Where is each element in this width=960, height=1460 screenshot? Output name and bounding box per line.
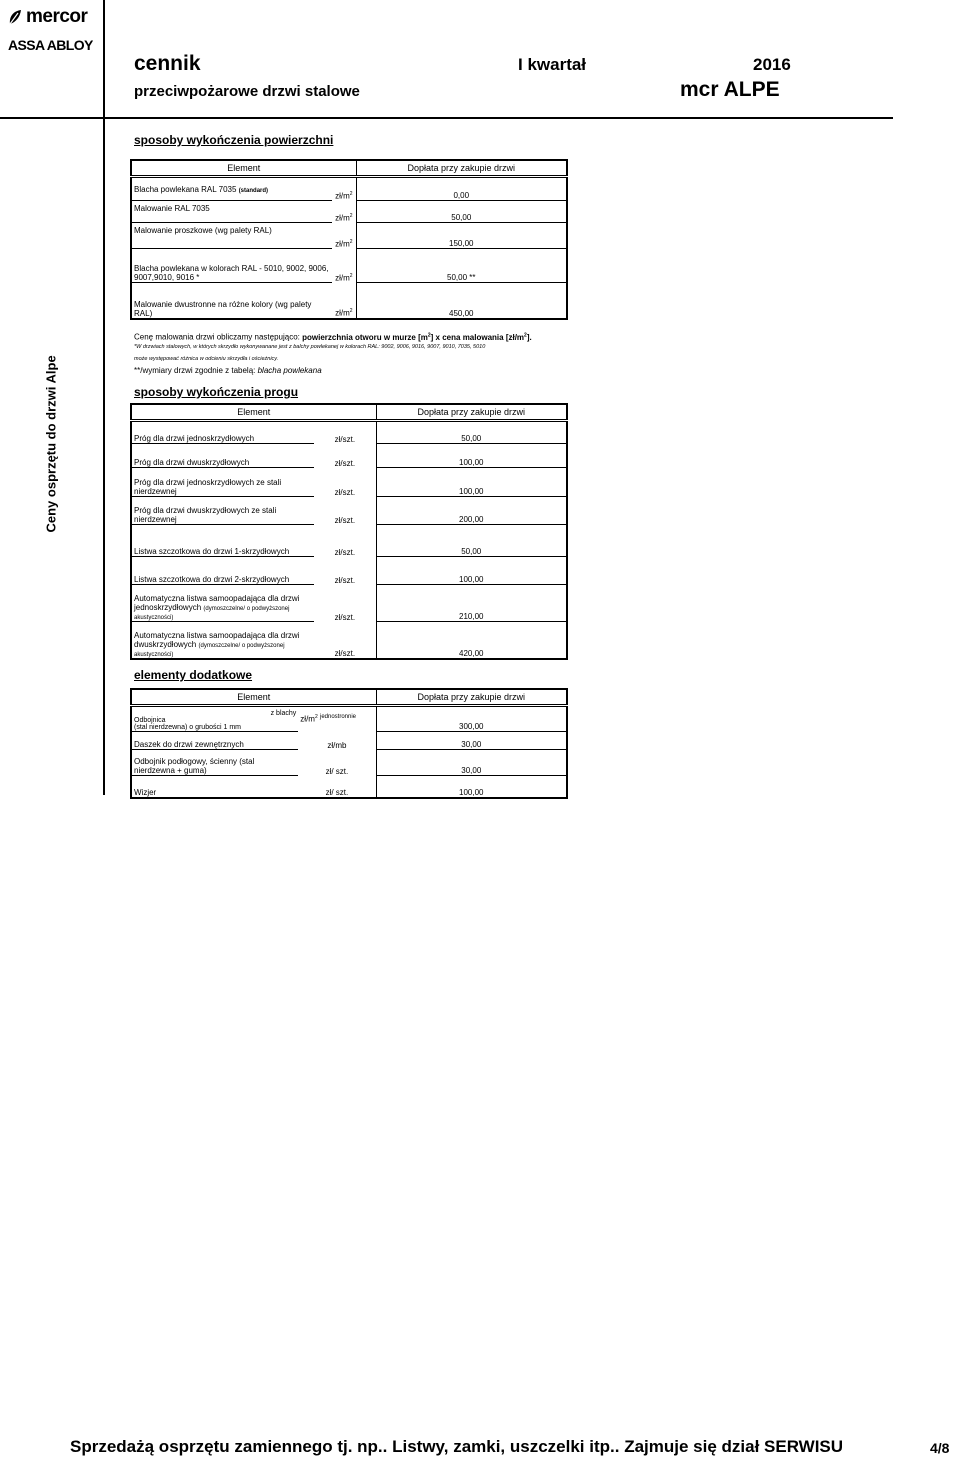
row-unit: zł/szt. bbox=[314, 421, 376, 444]
note-italic: blacha powlekana bbox=[257, 366, 322, 375]
note-bold: ] x cena malowania [zł/m bbox=[430, 332, 525, 342]
row-name: Daszek do drzwi zewnętrznych bbox=[131, 732, 298, 750]
year-label: 2016 bbox=[753, 55, 791, 74]
table-row bbox=[131, 525, 567, 557]
table-row bbox=[131, 249, 567, 283]
note-sup: 2 bbox=[427, 332, 431, 338]
header-divider-vertical bbox=[103, 0, 105, 118]
row-material: z blachy bbox=[270, 710, 297, 717]
row-unit: zł/szt. bbox=[314, 444, 376, 468]
row-unit: zł/m bbox=[300, 715, 315, 725]
col-price: Dopłata przy zakupie drzwi bbox=[356, 160, 567, 177]
model-label: mcr ALPE bbox=[680, 78, 780, 101]
row-unit: zł/mb bbox=[298, 732, 376, 750]
col-element: Element bbox=[131, 160, 356, 177]
row-unit: zł/ szt. bbox=[298, 776, 376, 798]
row-value: 300,00 bbox=[376, 706, 567, 732]
row-name: Próg dla drzwi jednoskrzydłowych bbox=[131, 421, 314, 444]
row-value: 450,00 bbox=[356, 283, 567, 319]
surface-note-colors: *W drzwiach stalowych, w których skrzydło wykonywanane jest z balchy powlekanej w kolorach RAL: 9002, 9006, 9016, 9007, 9010, 7035, 5010 bbox=[134, 344, 486, 350]
row-name: Odbojnica bbox=[134, 717, 166, 724]
table-row bbox=[131, 223, 567, 249]
row-value: 30,00 bbox=[376, 732, 567, 750]
col-price: Dopłata przy zakupie drzwi bbox=[376, 689, 567, 706]
row-note: (dymoszczelne/ o podwyższonej akustyczności) bbox=[134, 642, 285, 658]
row-unit-extra: jednostronnie bbox=[319, 714, 357, 721]
table-row bbox=[131, 421, 567, 444]
col-element: Element bbox=[131, 689, 376, 706]
page-number: 4/8 bbox=[930, 1440, 950, 1456]
row-extra: (standard) bbox=[238, 187, 269, 194]
mercor-logo bbox=[8, 6, 87, 28]
row-note: (stal nierdzewna) o grubości 1 mm bbox=[134, 724, 241, 731]
row-unit-sup: 2 bbox=[349, 190, 353, 197]
row-note: (dymoszczelne/ o podwyższonej akustyczności) bbox=[134, 606, 290, 621]
footer-note: Sprzedażą osprzętu zamiennego tj. np.. Listwy, zamki, uszczelki itp.. Zajmuje się dział SERWISU bbox=[70, 1437, 844, 1456]
row-unit: zł/m bbox=[335, 213, 350, 223]
table-row bbox=[131, 750, 567, 776]
page-title: cennik bbox=[134, 52, 201, 75]
row-unit-sup: 2 bbox=[349, 238, 353, 245]
row-value: 210,00 bbox=[376, 585, 567, 622]
page-subtitle: przeciwpożarowe drzwi stalowe bbox=[134, 83, 360, 100]
col-price: Dopłata przy zakupie drzwi bbox=[376, 404, 567, 421]
table-row bbox=[131, 732, 567, 750]
surface-note-formula bbox=[134, 332, 594, 342]
row-value: 0,00 bbox=[356, 177, 567, 201]
table-row bbox=[131, 622, 567, 659]
assa-abloy-logo: ASSA ABLOY bbox=[8, 37, 93, 53]
row-name: Automatyczna listwa samoopadająca dla drzwi dwuskrzydłowych bbox=[134, 630, 300, 649]
row-value: 50,00 ** bbox=[356, 249, 567, 283]
row-value: 100,00 bbox=[376, 444, 567, 468]
row-value: 100,00 bbox=[376, 557, 567, 585]
side-label: Ceny osprzętu do drzwi Alpe bbox=[43, 355, 59, 533]
note-text: Cenę malowania drzwi obliczamy następująco: bbox=[134, 332, 303, 342]
row-unit-sup: 2 bbox=[314, 714, 318, 721]
row-unit: zł/m bbox=[335, 239, 350, 249]
body-divider-vertical bbox=[103, 119, 105, 795]
row-unit: zł/szt. bbox=[314, 497, 376, 525]
threshold-table bbox=[130, 403, 568, 660]
row-name: Wizjer bbox=[131, 776, 298, 798]
row-name: Automatyczna listwa samoopadająca dla drzwi jednoskrzydłowych bbox=[134, 594, 300, 612]
row-value: 30,00 bbox=[376, 750, 567, 776]
row-value: 100,00 bbox=[376, 468, 567, 497]
row-unit-sup: 2 bbox=[349, 272, 353, 279]
row-unit: zł/m bbox=[335, 273, 350, 283]
row-name: Blacha powlekana w kolorach RAL - 5010, 9002, 9006, 9007,9010, 9016 * bbox=[131, 249, 332, 283]
row-unit: zł/m bbox=[335, 308, 350, 318]
row-value: 50,00 bbox=[376, 421, 567, 444]
row-value: 150,00 bbox=[356, 223, 567, 249]
table-row bbox=[131, 585, 567, 622]
note-text: **/wymiary drzwi zgodnie z tabelą: bbox=[134, 366, 258, 375]
table-row bbox=[131, 201, 567, 223]
row-unit: zł/szt. bbox=[314, 622, 376, 659]
note-bold: powierzchnia otworu w murze [m bbox=[302, 332, 428, 342]
row-value: 420,00 bbox=[376, 622, 567, 659]
row-unit: zł/m bbox=[335, 191, 350, 201]
table-row bbox=[131, 497, 567, 525]
row-unit: zł/szt. bbox=[314, 557, 376, 585]
note-bold: ]. bbox=[526, 332, 532, 342]
table-row bbox=[131, 177, 567, 201]
row-unit: zł/szt. bbox=[314, 585, 376, 622]
row-name: Odbojnik podłogowy, ścienny (stal nierdzewna + guma) bbox=[131, 750, 298, 776]
surface-note-dimensions bbox=[134, 366, 322, 375]
row-value: 50,00 bbox=[376, 525, 567, 557]
quarter-label: I kwartał bbox=[518, 55, 587, 74]
row-name: Malowanie RAL 7035 bbox=[131, 201, 332, 223]
row-name: Malowanie dwustronne na różne kolory (wg palety RAL) bbox=[131, 283, 332, 319]
surface-section-title: sposoby wykończenia powierzchni bbox=[134, 133, 334, 147]
row-value: 50,00 bbox=[356, 201, 567, 223]
row-value: 200,00 bbox=[376, 497, 567, 525]
row-value: 100,00 bbox=[376, 776, 567, 798]
row-name: Listwa szczotkowa do drzwi 1-skrzydłowych bbox=[131, 525, 314, 557]
row-name: Listwa szczotkowa do drzwi 2-skrzydłowych bbox=[131, 557, 314, 585]
note-sup: 2 bbox=[524, 332, 527, 338]
mercor-wordmark: mercor bbox=[26, 6, 88, 27]
extras-table bbox=[130, 688, 568, 799]
surface-table-header bbox=[131, 160, 567, 177]
table-row bbox=[131, 776, 567, 798]
row-unit-sup: 2 bbox=[349, 307, 353, 314]
row-name: Malowanie proszkowe (wg palety RAL) bbox=[131, 223, 332, 249]
table-row bbox=[131, 468, 567, 497]
row-unit: zł/ szt. bbox=[298, 750, 376, 776]
row-unit: zł/szt. bbox=[314, 525, 376, 557]
table-row bbox=[131, 444, 567, 468]
row-name: Próg dla drzwi dwuskrzydłowych bbox=[131, 444, 314, 468]
threshold-table-header bbox=[131, 404, 567, 421]
leaf-icon bbox=[8, 9, 22, 25]
row-unit: zł/szt. bbox=[314, 468, 376, 497]
col-element: Element bbox=[131, 404, 376, 421]
table-row bbox=[131, 283, 567, 319]
extras-table-header bbox=[131, 689, 567, 706]
threshold-section-title: sposoby wykończenia progu bbox=[134, 385, 299, 399]
row-name: Próg dla drzwi dwuskrzydłowych ze stali nierdzewnej bbox=[131, 497, 314, 525]
row-name: Blacha powlekana RAL 7035 bbox=[134, 184, 237, 194]
table-row bbox=[131, 557, 567, 585]
table-row bbox=[131, 706, 567, 732]
surface-table bbox=[130, 159, 568, 320]
extras-section-title: elementy dodatkowe bbox=[134, 668, 253, 682]
surface-note-shade: może występować różnica w odcieniu skrzydła i ościeżnicy. bbox=[134, 356, 279, 362]
row-name: Próg dla drzwi jednoskrzydłowych ze stali nierdzewnej bbox=[131, 468, 314, 497]
header-divider-horizontal bbox=[0, 117, 893, 119]
row-unit-sup: 2 bbox=[349, 212, 353, 219]
